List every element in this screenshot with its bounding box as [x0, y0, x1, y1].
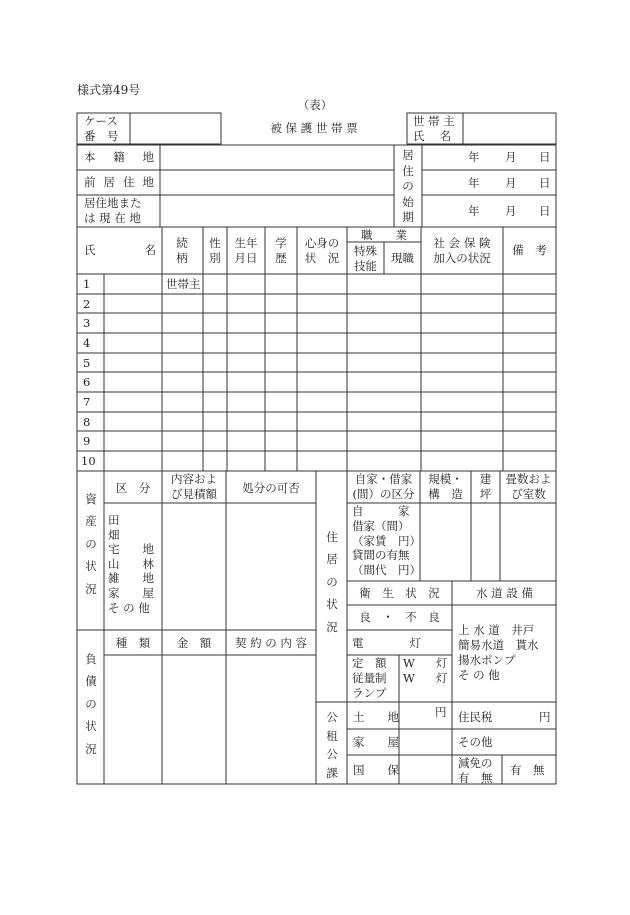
- start-year-label-2: 年: [468, 176, 480, 190]
- housing-col-scale: 規模・ 構 造: [428, 472, 463, 501]
- current-address-field[interactable]: [163, 197, 391, 225]
- case-number-label: ケース 番 号: [84, 114, 119, 143]
- col-social-insurance: 社 会 保 険 加入の状況: [433, 236, 491, 265]
- assets-col-content: 内容およ び見積額: [171, 472, 217, 501]
- assets-item-list: 田 畑 宅 地 山 林 雑 地 家 屋 そ の 他: [108, 513, 154, 615]
- col-special-skill: 特殊 技能: [354, 244, 377, 273]
- start-year-label-1: 年: [468, 150, 480, 164]
- col-name: 氏 名: [84, 243, 156, 257]
- electric-light-label: 電 灯: [352, 636, 421, 650]
- row-number: 9: [83, 434, 91, 448]
- start-day-label-3: 日: [539, 204, 551, 218]
- honseki-label: 本 籍 地: [84, 150, 154, 164]
- form-title: 被 保 護 世 帯 票: [270, 121, 358, 135]
- resident-tax-label: 住民税: [458, 710, 493, 724]
- previous-address-field[interactable]: [163, 172, 391, 194]
- debts-col-kind: 種 類: [115, 636, 151, 650]
- row-number: 6: [83, 375, 91, 389]
- housing-type-options: 自 家 借家（間） （家賃 円） 貸間の有無 （間代 円）: [352, 504, 421, 578]
- row-number: 4: [83, 336, 91, 350]
- housing-section-label: 住 居 の 状 況: [326, 530, 338, 634]
- col-relation: 続 柄: [176, 236, 188, 265]
- exemption-yes-no: 有 無: [510, 763, 545, 777]
- row-number: 7: [83, 395, 91, 409]
- watt-light-unit: 灯 灯: [436, 656, 448, 685]
- case-number-field[interactable]: [133, 115, 218, 142]
- row-number: 8: [83, 415, 91, 429]
- col-sex: 性 別: [209, 236, 221, 265]
- housing-col-tatami: 畳数およ び室数: [505, 472, 552, 501]
- row-number: 1: [83, 277, 91, 291]
- col-remarks: 備 考: [512, 243, 547, 257]
- start-month-label-2: 月: [505, 176, 517, 190]
- row-number: 5: [83, 356, 91, 370]
- current-address-label: 居住地また は 現 在 地: [84, 196, 142, 225]
- sanitary-good-bad: 良 ・ 不 良: [359, 610, 440, 624]
- start-month-label-1: 月: [505, 150, 517, 164]
- start-month-label-3: 月: [505, 204, 517, 218]
- debts-section-label: 負 債 の 状 況: [85, 652, 97, 756]
- tax-house-label: 家 屋: [353, 735, 399, 749]
- tax-land-yen-unit: 円: [435, 705, 447, 719]
- housing-col-type: 自家・借家 (間）の区分: [352, 472, 415, 501]
- tax-land-label: 土 地: [353, 710, 399, 724]
- taxes-section-label: 公 租 公 課: [326, 710, 338, 780]
- row-number: 3: [83, 316, 91, 330]
- first-row-relation: 世帯主: [166, 277, 201, 291]
- head-of-household-field[interactable]: [466, 115, 554, 142]
- meter-options: 定 額 従量制 ランプ: [352, 656, 387, 700]
- form-side-label: （表）: [297, 98, 333, 112]
- start-year-label-3: 年: [468, 204, 480, 218]
- exemption-label: 減免の 有 無: [458, 756, 493, 785]
- assets-col-category: 区 分: [115, 481, 151, 495]
- watt-unit: W W: [403, 656, 415, 685]
- water-supply-label: 水 道 設 備: [476, 586, 533, 600]
- assets-section-label: 資 産 の 状 況: [85, 492, 97, 596]
- debts-col-contract: 契 約 の 内 容: [234, 636, 308, 650]
- housing-col-tsubo: 建 坪: [479, 472, 492, 501]
- row-number: 10: [81, 454, 96, 468]
- water-supply-options: 上 水 道 井戸 簡易水道 貰水 揚水ポンプ そ の 他: [458, 623, 539, 682]
- honseki-field[interactable]: [163, 147, 391, 169]
- col-health: 心身の 状 況: [304, 236, 340, 265]
- row-number: 2: [83, 297, 91, 311]
- col-occupation: 職 業: [361, 228, 407, 242]
- tax-health-insurance-label: 国 保: [353, 763, 399, 777]
- previous-address-label: 前 居 住 地: [84, 175, 154, 189]
- assets-col-disposal: 処分の可否: [242, 481, 300, 495]
- tax-other-label: その他: [458, 735, 493, 749]
- debts-col-amount: 金 額: [176, 636, 212, 650]
- start-day-label-1: 日: [539, 150, 551, 164]
- sanitary-label: 衛 生 状 況: [359, 586, 440, 600]
- head-of-household-label: 世 帯 主 氏 名: [413, 114, 455, 143]
- col-birthdate: 生年 月日: [234, 236, 258, 265]
- col-current-job: 現職: [391, 251, 414, 265]
- form-number: 様式第49号: [77, 83, 141, 97]
- start-day-label-2: 日: [539, 176, 551, 190]
- resident-tax-yen-unit: 円: [539, 710, 551, 724]
- col-education: 学 歴: [275, 236, 287, 265]
- residence-start-label: 居 住 の 始 期: [402, 148, 414, 224]
